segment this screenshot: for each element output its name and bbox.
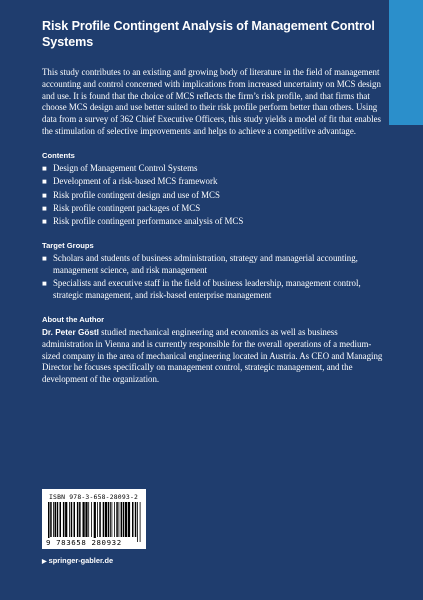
barcode-bar [125, 502, 127, 537]
target-groups-heading: Target Groups [42, 241, 94, 251]
barcode-bar [135, 502, 137, 537]
list-item [42, 253, 387, 277]
barcode-bar [128, 502, 130, 537]
barcode-bar [71, 502, 73, 537]
barcode-bar [119, 502, 120, 537]
list-item [42, 163, 387, 175]
barcode-bar [77, 502, 79, 537]
author-bio [42, 327, 387, 386]
barcode-bar [88, 502, 89, 537]
bullet-icon: ■ [42, 279, 47, 289]
contents-heading: Contents [42, 150, 75, 160]
list-item [42, 190, 387, 202]
barcode-bar [57, 502, 59, 537]
barcode-bar [114, 502, 115, 537]
bullet-icon: ■ [42, 203, 47, 213]
back-cover-content [42, 0, 387, 386]
publisher-url: springer-gabler.de [48, 556, 114, 565]
barcode-bar [94, 502, 96, 542]
barcode-bar [110, 502, 111, 537]
barcode-bar [48, 502, 50, 542]
author-name: Dr. Peter Göstl [42, 327, 99, 337]
barcode-bar [121, 502, 123, 537]
list-item-text: Design of Management Control Systems [53, 162, 198, 173]
barcode-bar [50, 502, 52, 537]
barcode-bar [140, 502, 141, 542]
barcode-bars [46, 502, 142, 542]
bullet-icon: ■ [42, 217, 47, 227]
list-item-text: Risk profile contingent performance analysis of MCS [53, 216, 244, 227]
bullet-icon: ■ [42, 254, 47, 264]
list-item-text: Risk profile contingent packages of MCS [53, 202, 201, 213]
list-item [42, 216, 387, 228]
list-item-text: Development of a risk-based MCS framework [53, 176, 218, 187]
barcode-bar [103, 502, 105, 537]
target-groups-list [42, 253, 387, 302]
barcode-bar [108, 502, 110, 537]
barcode-bar [63, 502, 65, 537]
barcode-digits: 9 783658 280932 [46, 538, 122, 547]
barcode-bar [123, 502, 125, 537]
barcode-bar [99, 502, 101, 537]
author-bio-text: studied mechanical engineering and economics as well as business administration in Vienna and is currently responsible for the overall operations of a medium-sized company in the area of mechanical engineering located in Austria. As CEO and Managing Director he focuses specifically on management control, strategic management, and the development of the organization. [42, 326, 383, 385]
barcode-bar [55, 502, 57, 537]
bullet-icon: ■ [42, 190, 47, 200]
list-item-text: Risk profile contingent design and use of MCS [53, 189, 220, 200]
barcode-bar [65, 502, 67, 537]
accent-bar [389, 0, 423, 125]
barcode-bar [60, 502, 62, 537]
barcode-bar [112, 502, 113, 537]
barcode-bar [97, 502, 98, 537]
bullet-icon: ■ [42, 177, 47, 187]
list-item [42, 176, 387, 188]
barcode-bar [79, 502, 81, 537]
list-item [42, 278, 387, 302]
isbn-barcode [42, 489, 146, 549]
barcode-bar [105, 502, 107, 537]
list-item-text: Scholars and students of business administration, strategy and managerial accounting, management science, and risk management [53, 253, 358, 275]
triangle-right-icon: ▶ [42, 559, 47, 565]
barcode-bar [83, 502, 85, 537]
barcode-bar [69, 502, 70, 537]
list-item-text: Specialists and executive staff in the field of business leadership, management control, strategic management, and risk-based enterprise management [53, 278, 361, 301]
book-title: Risk Profile Contingent Analysis of Management Control Systems [42, 19, 375, 49]
barcode-bar [132, 502, 134, 537]
abstract-paragraph: This study contributes to an existing and growing body of literature in the field of management accounting and control concerned with implications from increased uncertainty on MCS design and use. It is found that the choice of MCS reflects the firm’s risk profile, and that firms that choose MCS design and use better suited to their risk profile perform better than others. Using data from a survey of 362 Chief Executive Officers, this study yields a model of fit that enables the stimulation of selective improvements and helps to achieve a competitive advantage. [42, 67, 381, 136]
contents-list [42, 163, 387, 228]
bullet-icon: ■ [42, 163, 47, 173]
barcode-bar [137, 502, 138, 542]
barcode-bar [74, 502, 76, 537]
barcode-bar [53, 502, 54, 537]
about-author-heading: About the Author [42, 314, 105, 324]
list-item [42, 203, 387, 215]
isbn-label: ISBN 978-3-658-28093-2 [49, 493, 139, 501]
barcode-bar [85, 502, 87, 537]
publisher-link[interactable] [42, 556, 113, 565]
barcode-bar [91, 502, 92, 537]
barcode-bar [116, 502, 118, 537]
